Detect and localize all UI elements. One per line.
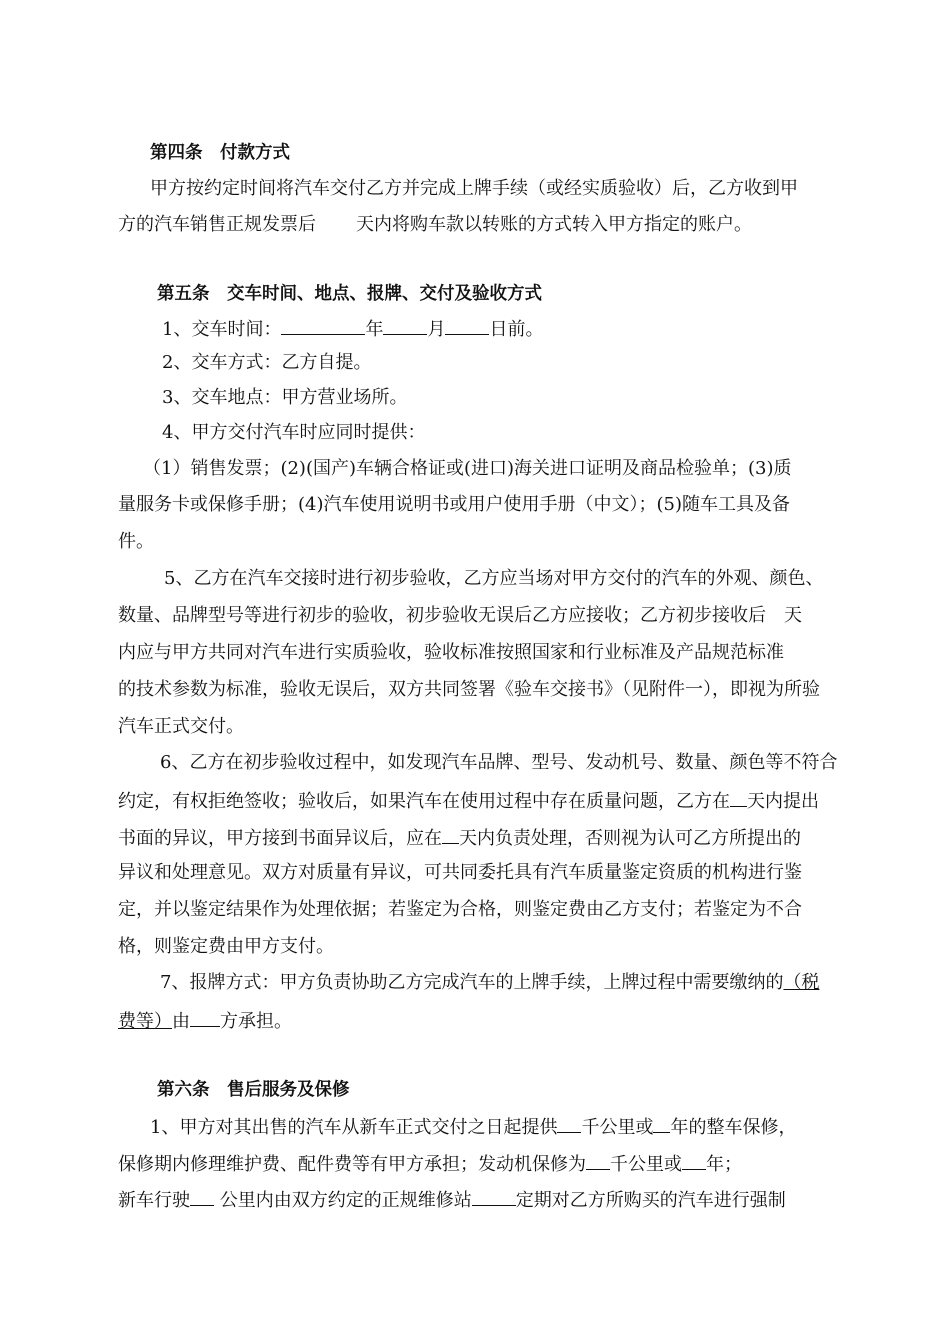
text: 1、甲方对其出售的汽车从新车正式交付之日起提供 <box>150 1117 558 1138</box>
article-6-line-1 <box>150 1114 796 1140</box>
article-6-heading: 第六条 售后服务及保修 <box>157 1080 350 1100</box>
text: 方承担。 <box>220 1011 292 1032</box>
text: 保修期内修理维护费、配件费等有甲方承担；发动机保修为 <box>118 1154 586 1175</box>
article-5-heading: 第五条 交车时间、地点、报牌、交付及验收方式 <box>157 284 542 304</box>
article-5-para-6-line-2 <box>118 788 819 814</box>
underlined-text: （税 <box>783 972 820 993</box>
article-5-para-5-line-1: 5、乙方在汽车交接时进行初步验收，乙方应当场对甲方交付的汽车的外观、颜色、 <box>164 568 824 589</box>
text: 千公里或 <box>610 1154 682 1175</box>
text: 日前。 <box>489 319 544 340</box>
party-blank <box>190 1008 220 1027</box>
article-5-para-6-line-4: 异议和处理意见。双方对质量有异议，可共同委托具有汽车质量鉴定资质的机构进行鉴 <box>118 862 802 883</box>
article-5-para-6-line-3 <box>118 825 801 851</box>
article-5-docs-line-1: （1）销售发票；(2)(国产)车辆合格证或(进口)海关进口证明及商品检验单；(3)质 <box>143 458 792 479</box>
article-5-para-5-line-2: 数量、品牌型号等进行初步的验收，初步验收无误后乙方应接收；乙方初步接收后 天 <box>118 605 802 626</box>
article-4-line-1: 甲方按约定时间将汽车交付乙方并完成上牌手续（或经实质验收）后，乙方收到甲 <box>150 178 798 199</box>
article-5-docs-line-2: 量服务卡或保修手册；(4)汽车使用说明书或用户使用手册（中文）；(5)随车工具及备 <box>118 494 790 515</box>
km-blank <box>557 1114 581 1133</box>
month-blank <box>383 316 427 335</box>
day-blank <box>445 316 489 335</box>
text: 千公里或 <box>581 1117 654 1138</box>
text: 天内负责处理，否则视为认可乙方所提出的 <box>459 828 801 849</box>
days-blank <box>730 788 747 807</box>
article-5-para-5-line-5: 汽车正式交付。 <box>118 716 244 737</box>
article-4-heading: 第四条 付款方式 <box>150 143 290 163</box>
station-blank <box>472 1187 516 1206</box>
article-5-docs-line-3: 件。 <box>118 531 154 552</box>
years-blank <box>682 1151 706 1170</box>
article-5-item-4: 4、甲方交付汽车时应同时提供： <box>162 422 426 443</box>
article-5-para-5-line-4: 的技术参数为标准，验收无误后，双方共同签署《验车交接书》（见附件一），即视为所验 <box>118 679 820 700</box>
article-4-line-2 <box>118 213 752 237</box>
text: 公里内由双方约定的正规维修站 <box>214 1190 472 1211</box>
text: 由 <box>172 1011 190 1032</box>
underlined-text: 费等） <box>118 1011 172 1032</box>
article-5-item-1 <box>162 316 543 342</box>
km-blank <box>586 1151 610 1170</box>
article-5-para-6-line-6: 格，则鉴定费由甲方支付。 <box>118 936 334 957</box>
year-blank <box>281 316 365 335</box>
text: 定期对乙方所购买的汽车进行强制 <box>515 1190 786 1211</box>
text: 年的整车保修， <box>670 1117 797 1138</box>
text: 年； <box>706 1154 742 1175</box>
text: 天内将购车款以转账的方式转入甲方指定的账户。 <box>356 214 752 235</box>
article-5-para-6-line-1: 6、乙方在初步验收过程中，如发现汽车品牌、型号、发动机号、数量、颜色等不符合 <box>160 752 838 773</box>
article-5-para-7-line-1 <box>160 971 819 995</box>
article-6-line-3 <box>118 1187 786 1213</box>
text: 新车行驶 <box>118 1190 190 1211</box>
text: 1、交车时间： <box>162 319 282 340</box>
article-5-para-7-line-2 <box>118 1008 292 1034</box>
article-5-item-2: 2、交车方式：乙方自提。 <box>162 352 372 373</box>
text: 月 <box>427 319 446 340</box>
text: 7、报牌方式：甲方负责协助乙方完成汽车的上牌手续，上牌过程中需要缴纳的 <box>160 972 784 993</box>
km-blank <box>190 1187 214 1206</box>
article-5-item-3: 3、交车地点：甲方营业场所。 <box>162 387 408 408</box>
article-6-line-2 <box>118 1151 742 1177</box>
text: 年 <box>365 319 384 340</box>
text: 书面的异议，甲方接到书面异议后，应在 <box>118 828 442 849</box>
text: 方的汽车销售正规发票后 <box>118 214 316 235</box>
years-blank <box>653 1114 670 1133</box>
article-5-para-6-line-5: 定，并以鉴定结果作为处理依据；若鉴定为合格，则鉴定费由乙方支付；若鉴定为不合 <box>118 899 802 920</box>
text: 天内提出 <box>747 791 819 812</box>
article-5-para-5-line-3: 内应与甲方共同对汽车进行实质验收，验收标准按照国家和行业标准及产品规范标准 <box>118 642 784 663</box>
days-blank <box>442 825 459 844</box>
text: 约定，有权拒绝签收；验收后，如果汽车在使用过程中存在质量问题，乙方在 <box>118 791 730 812</box>
